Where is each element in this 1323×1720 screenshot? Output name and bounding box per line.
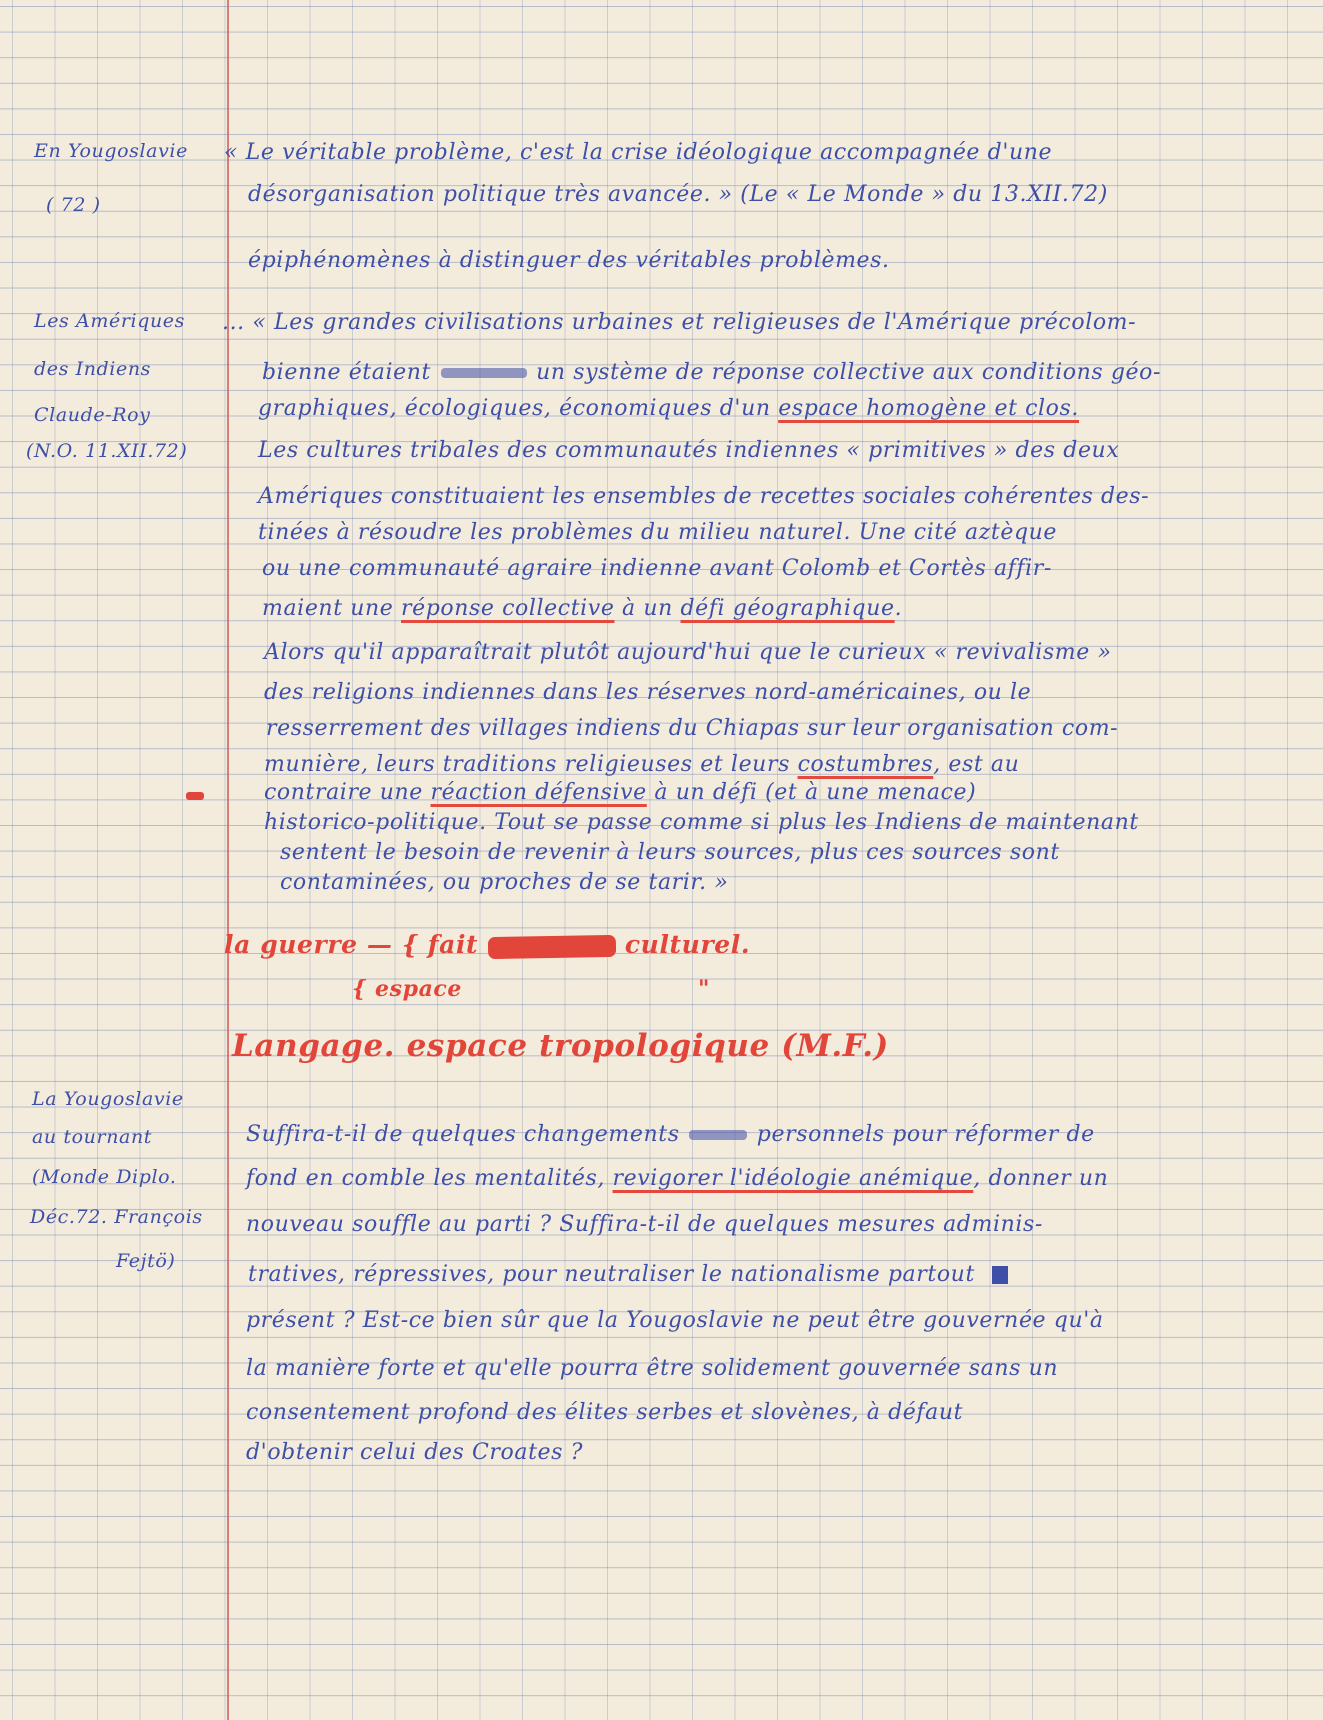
line-27: d'obtenir celui des Croates ? — [246, 1440, 584, 1465]
underlined-reaction-defensive: réaction défensive — [430, 780, 647, 805]
line-01: « Le véritable problème, c'est la crise idéologique accompagnée d'une — [224, 140, 1053, 165]
line-05-part-a: bienne étaient — [262, 360, 431, 385]
line-14: resserrement des villages indiens du Chiapas sur leur organisation com- — [266, 716, 1119, 741]
line-24: présent ? Est-ce bien sûr que la Yougoslavie ne peut être gouvernée qu'à — [246, 1308, 1104, 1333]
red-note-fait: { fait — [401, 930, 479, 959]
line-16-part-c: à un défi (et à une menace) — [654, 780, 977, 805]
margin-note-yougoslavie: En Yougoslavie — [34, 140, 188, 162]
line-15 — [264, 752, 1019, 777]
red-margin-mark — [186, 792, 204, 800]
line-06-part-a: graphiques, écologiques, économiques d'un — [258, 396, 771, 421]
red-note-guerre-part-a: la guerre — — [224, 930, 393, 959]
margin-note-monde-diplo: (Monde Diplo. — [32, 1166, 177, 1188]
margin-note-fejto: Fejtö) — [116, 1250, 176, 1272]
line-17: historico-politique. Tout se passe comme si plus les Indiens de maintenant — [264, 810, 1139, 835]
margin-note-date-author: Déc.72. François — [30, 1206, 203, 1228]
red-note-espace: { espace — [352, 976, 463, 1002]
line-07: Les cultures tribales des communautés indiennes « primitives » des deux — [258, 438, 1120, 463]
line-20-part-b: personnels pour réformer de — [756, 1122, 1095, 1147]
line-02: désorganisation politique très avancée. » (Le « Le Monde » du 13.XII.72) — [248, 182, 1108, 207]
ink-blot — [992, 1266, 1008, 1284]
margin-note-author: Claude-Roy — [34, 404, 151, 426]
red-note-guerre — [224, 930, 750, 959]
line-21-part-c: , donner un — [973, 1166, 1109, 1191]
line-05-part-b: un système de réponse collective aux conditions géo- — [536, 360, 1162, 385]
line-20 — [246, 1122, 1095, 1147]
red-note-culturel: culturel. — [624, 930, 751, 959]
line-25: la manière forte et qu'elle pourra être solidement gouvernée sans un — [246, 1356, 1059, 1381]
line-10: ou une communauté agraire indienne avant Colomb et Cortès affir- — [262, 556, 1052, 581]
line-16 — [264, 780, 976, 805]
margin-note-year: ( 72 ) — [46, 194, 101, 216]
line-18: sentent le besoin de revenir à leurs sources, plus ces sources sont — [280, 840, 1060, 865]
line-06 — [258, 396, 1079, 421]
line-03: épiphénomènes à distinguer des véritables problèmes. — [248, 248, 890, 273]
crossed-out-word — [441, 368, 527, 378]
line-21-part-a: fond en comble les mentalités, — [246, 1166, 605, 1191]
line-20-part-a: Suffira-t-il de quelques changements — [246, 1122, 680, 1147]
line-12: Alors qu'il apparaîtrait plutôt aujourd'hui que le curieux « revivalisme » — [264, 640, 1112, 665]
margin-note-ameriques: Les Amériques — [34, 310, 185, 332]
margin-note-source: (N.O. 11.XII.72) — [26, 440, 188, 462]
line-08: Amériques constituaient les ensembles de recettes sociales cohérentes des- — [258, 484, 1150, 509]
line-11-part-e: . — [894, 596, 903, 621]
line-05 — [262, 360, 1161, 385]
line-11-part-a: maient une — [262, 596, 394, 621]
line-11 — [262, 596, 902, 621]
red-margin-line — [227, 0, 229, 1720]
margin-note-indiens: des Indiens — [34, 358, 152, 380]
line-15-part-c: , est au — [933, 752, 1020, 777]
red-note-ditto: " — [698, 976, 711, 1002]
line-19: contaminées, ou proches de se tarir. » — [280, 870, 729, 895]
line-26: consentement profond des élites serbes et slovènes, à défaut — [246, 1400, 964, 1425]
line-16-part-a: contraire une — [264, 780, 423, 805]
line-21 — [246, 1166, 1108, 1191]
line-04: ... « Les grandes civilisations urbaines et religieuses de l'Amérique précolom- — [222, 310, 1137, 335]
underlined-revigorer: revigorer l'idéologie anémique — [612, 1166, 974, 1191]
line-13: des religions indiennes dans les réserves nord-américaines, ou le — [264, 680, 1032, 705]
red-blotted-word — [487, 934, 615, 958]
line-22: nouveau souffle au parti ? Suffira-t-il de quelques mesures adminis- — [246, 1212, 1043, 1237]
red-note-langage: Langage. espace tropologique (M.F.) — [232, 1028, 889, 1064]
underlined-costumbres: costumbres — [797, 752, 934, 777]
line-23-text: tratives, répressives, pour neutraliser le nationalisme partout — [248, 1262, 975, 1287]
line-23 — [248, 1262, 1008, 1287]
line-11-part-c: à un — [622, 596, 673, 621]
crossed-out-word-2 — [689, 1130, 747, 1140]
underlined-defi-geographique: défi géographique — [680, 596, 895, 621]
underlined-reponse-collective: réponse collective — [401, 596, 615, 621]
margin-note-yougoslavie-2: La Yougoslavie — [32, 1088, 184, 1110]
underlined-espace-homogene: espace homogène et clos. — [778, 396, 1079, 421]
line-09: tinées à résoudre les problèmes du milieu naturel. Une cité aztèque — [258, 520, 1058, 545]
margin-note-tournant: au tournant — [32, 1126, 153, 1148]
line-15-part-a: munière, leurs traditions religieuses et leurs — [264, 752, 790, 777]
